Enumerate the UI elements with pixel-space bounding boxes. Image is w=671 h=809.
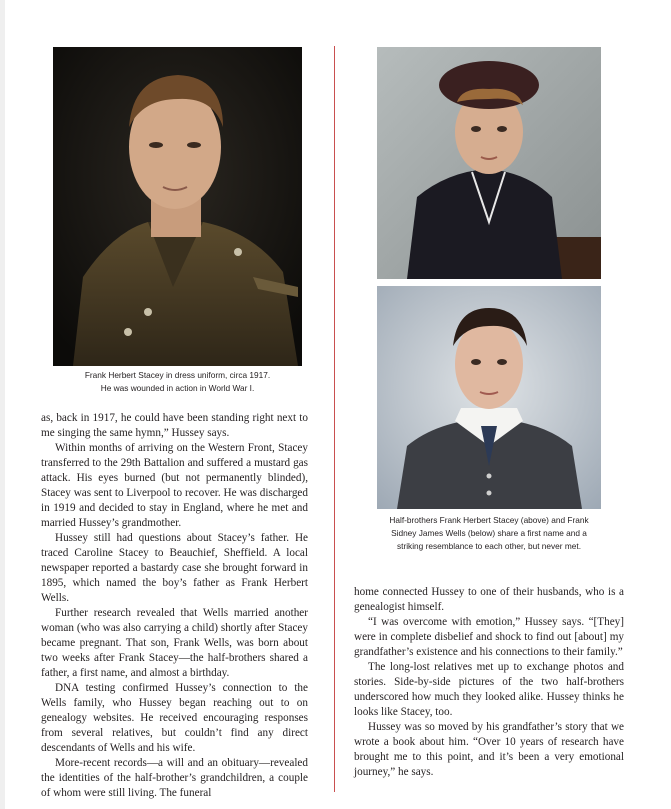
body-paragraph: The long-lost relatives met up to exchange photos and stories. Side-by-side pictures of the two half-brothers underscored how much they looked alike. Hussey thinks he looks like Stacey, too.	[354, 661, 624, 718]
boy-stacey-photo	[377, 47, 601, 279]
body-paragraph: More-recent records—a will and an obituary—revealed the identities of the half-brother’s grandchildren, a couple of whom were still living. The funeral	[41, 757, 308, 799]
page-edge	[0, 0, 5, 809]
body-paragraph	[354, 720, 624, 780]
caption-line: He was wounded in action in World War I.	[100, 383, 255, 393]
body-paragraph: as, back in 1917, he could have been standing right next to me singing the same hymn,” Hussey says.	[41, 412, 308, 439]
soldier-photo-caption	[53, 369, 302, 395]
body-paragraph: DNA testing confirmed Hussey’s connection to the Wells family, who Hussey began reaching out to on genealogy websites. He received encouraging responses from several relatives, but couldn’t find any direct descendants of Wells and his wife.	[41, 682, 308, 754]
body-paragraph: home connected Hussey to one of their husbands, who is a genealogist himself.	[354, 586, 624, 613]
body-paragraph: “I was overcome with emotion,” Hussey says. “[They] were in complete disbelief and shock to find out [about] my grandfather’s existence and his connections to their family.”	[354, 616, 624, 658]
column-divider	[334, 46, 335, 792]
boy-wells-photo	[377, 286, 601, 509]
body-paragraph: Within months of arriving on the Western Front, Stacey transferred to the 29th Battalion and suffered a mustard gas attack. His eyes burned (but not permanently blinded), Stacey was sent to Liverpool to recover. He was discharged in 1919 and decided to stay in England, where he met and married Hussey’s grandmother.	[41, 442, 308, 529]
caption-line: Frank Herbert Stacey in dress uniform, circa 1917.	[84, 370, 271, 380]
caption-line: Sidney James Wells (below) share a first name and a	[391, 528, 587, 538]
brothers-photo-caption	[368, 514, 610, 553]
final-paragraph-text: Hussey was so moved by his grandfather’s story that we wrote a book about him. “Over 10 years of research have brought me to this point, and it’s been a very emotional journey,” he says.	[354, 721, 624, 779]
caption-line: striking resemblance to each other, but never met.	[396, 541, 581, 551]
left-text-column	[41, 411, 308, 801]
body-paragraph: Further research revealed that Wells married another woman (who was also carrying a child) shortly after Stacey became pregnant. That son, Frank Wells, was born about two weeks after Frank Stacey—the half-brothers shared a father, a first name, and almost a birthday.	[41, 607, 308, 679]
caption-line: Half-brothers Frank Herbert Stacey (above) and Frank	[389, 515, 589, 525]
body-paragraph: Hussey still had questions about Stacey’s father. He traced Caroline Stacey to Beauchief, Sheffield. A local newspaper reported a bastardy case she brought forward in 1895, which named the boy’s father as Frank Herbert Wells.	[41, 532, 308, 604]
right-text-column	[354, 585, 624, 780]
soldier-portrait-photo	[53, 47, 302, 366]
